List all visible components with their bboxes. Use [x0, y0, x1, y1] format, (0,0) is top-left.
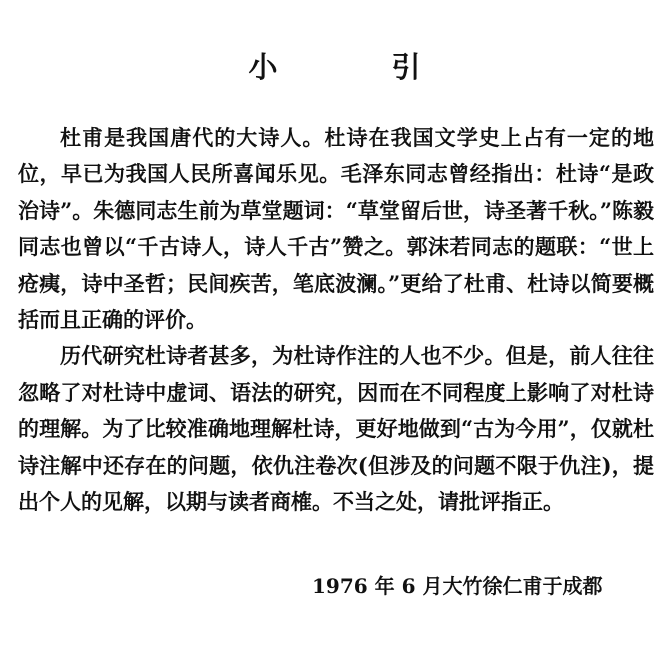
document-body [18, 120, 654, 520]
signature-line: 1976 年 6 月大竹徐仁甫于成都 [312, 574, 603, 598]
paragraph-1: 杜甫是我国唐代的大诗人。杜诗在我国文学史上占有一定的地位，早已为我国人民所喜闻乐见。毛泽东同志曾经指出：杜诗“是政治诗”。朱德同志生前为草堂题词：“草堂留后世，诗圣著千秋。”陈毅同志也曾以“千古诗人，诗人千古”赞之。郭沫若同志的题联：“世上疮痍，诗中圣哲；民间疾苦，笔底波澜。”更给了杜甫、杜诗以简要概括而且正确的评价。 [18, 125, 654, 333]
page-title: 小 引 [248, 50, 473, 84]
paragraph-2: 历代研究杜诗者甚多，为杜诗作注的人也不少。但是，前人往往忽略了对杜诗中虚词、语法的研究，因而在不同程度上影响了对杜诗的理解。为了比较准确地理解杜诗，更好地做到“古为今用”，仅就杜诗注解中还存在的问题，依仇注卷次(但涉及的问题不限于仇注)，提出个人的见解，以期与读者商榷。不当之处，请批评指正。 [18, 343, 654, 515]
